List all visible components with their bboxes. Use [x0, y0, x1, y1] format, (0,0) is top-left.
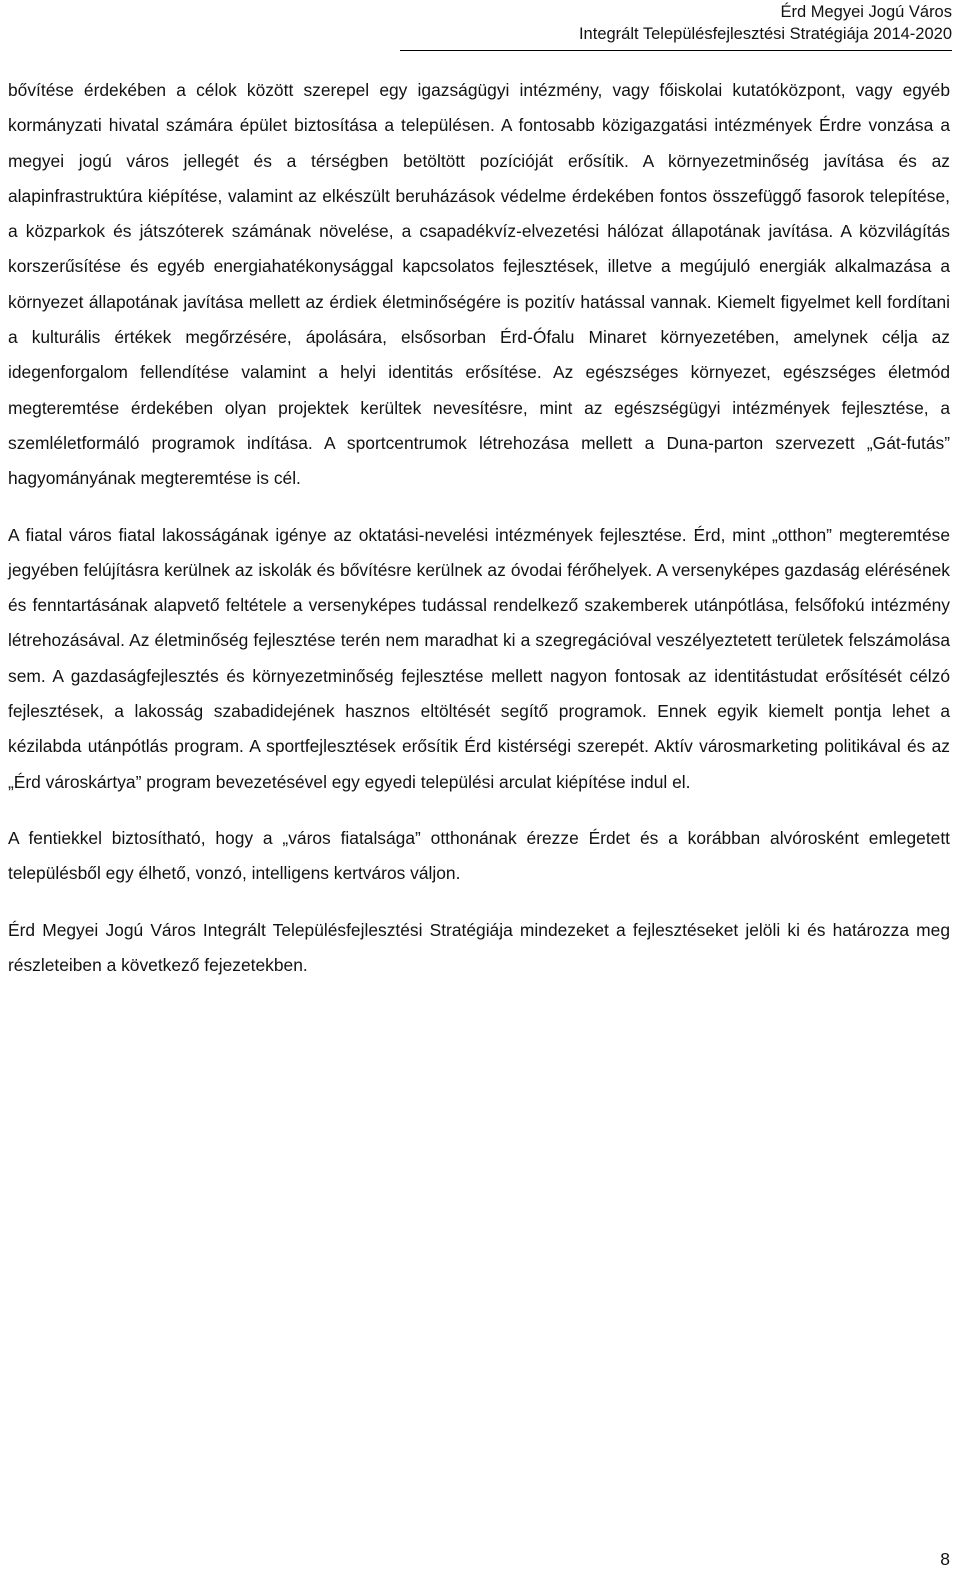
paragraph-3: A fentiekkel biztosítható, hogy a „város fiatalsága” otthonának érezze Érdet és a korábban alvórosként emlegetett településből egy élhető, vonzó, intelligens kertváros váljon.	[8, 827, 950, 884]
header-document-title: Integrált Településfejlesztési Stratégiája 2014-2020	[578, 25, 952, 43]
paragraph-4: Érd Megyei Jogú Város Integrált Településfejlesztési Stratégiája mindezeket a fejlesztéseket jelöli ki és határozza meg részleteiben a következő fejezetekben.	[8, 919, 950, 975]
document-body	[8, 73, 950, 983]
paragraph-1: bővítése érdekében a célok között szerepel egy igazságügyi intézmény, vagy főiskolai kutatóközpont, vagy egyéb kormányzati hivatal számára épület biztosítása a településen. A fontosabb közigazgatási intézmények Érdre vonzása a megyei jogú város jellegét és a térségben betöltött pozícióját erősítik. A környezetminőség javítása és az alapinfrastruktúra kiépítése, valamint az elkészült beruházások védelme érdekében fontos összefüggő fasorok telepítése, a közparkok és játszóterek számának növelése, a csapadékvíz-elvezetési hálózat állapotának javítása. A közvilágítás korszerűsítése és egyéb energiahatékonysággal kapcsolatos fejlesztések, illetve a megújuló energiák alkalmazása a környezet állapotának javítása mellett az érdiek életminőségére is pozitív hatással vannak. Kiemelt figyelmet kell fordítani a kulturális értékek megőrzésére, ápolására, elsősorban Érd-Ófalu Minaret környezetében, amelynek célja az idegenforgalom fellendítése valamint a helyi identitás erősítése. Az egészséges környezet, egészséges életmód megteremtése érdekében olyan projektek kerültek nevesítésre, mint az egészségügyi intézmények fejlesztése, a szemléletformáló programok indítása. A sportcentrumok létrehozása mellett a Duna-parton szervezett „Gát-futás” hagyományának megteremtése is cél.	[8, 80, 950, 489]
paragraph-2: A fiatal város fiatal lakosságának igénye az oktatási-nevelési intézmények fejlesztése. Érd, mint „otthon” megteremtése jegyében felújításra kerülnek az iskolák és bővítésre kerülnek az óvodai férőhelyek. A versenyképes gazdaság elérésének és fenntartásának alapvető feltétele a versenyképes tudással rendelkező szakemberek utánpótlása, felsőfokú intézmény létrehozásával. Az életminőség fejlesztése terén nem maradhat ki a szegregációval veszélyeztetett területek felszámolása sem. A gazdaságfejlesztés és környezetminőség fejlesztése mellett nagyon fontosak az identitástudat erősítését célzó fejlesztések, a lakosság szabadidejének hasznos eltöltését segítő programok. Ennek egyik kiemelt pontja lehet a kézilabda utánpótlás program. A sportfejlesztések erősítik Érd kistérségi szerepét. Aktív városmarketing politikával és az „Érd városkártya” program bevezetésével egy egyedi települési arculat kiépítése indul el.	[8, 524, 950, 792]
header-city-name: Érd Megyei Jogú Város	[780, 3, 952, 21]
page-number: 8	[940, 1549, 950, 1569]
page-header	[400, 0, 952, 51]
